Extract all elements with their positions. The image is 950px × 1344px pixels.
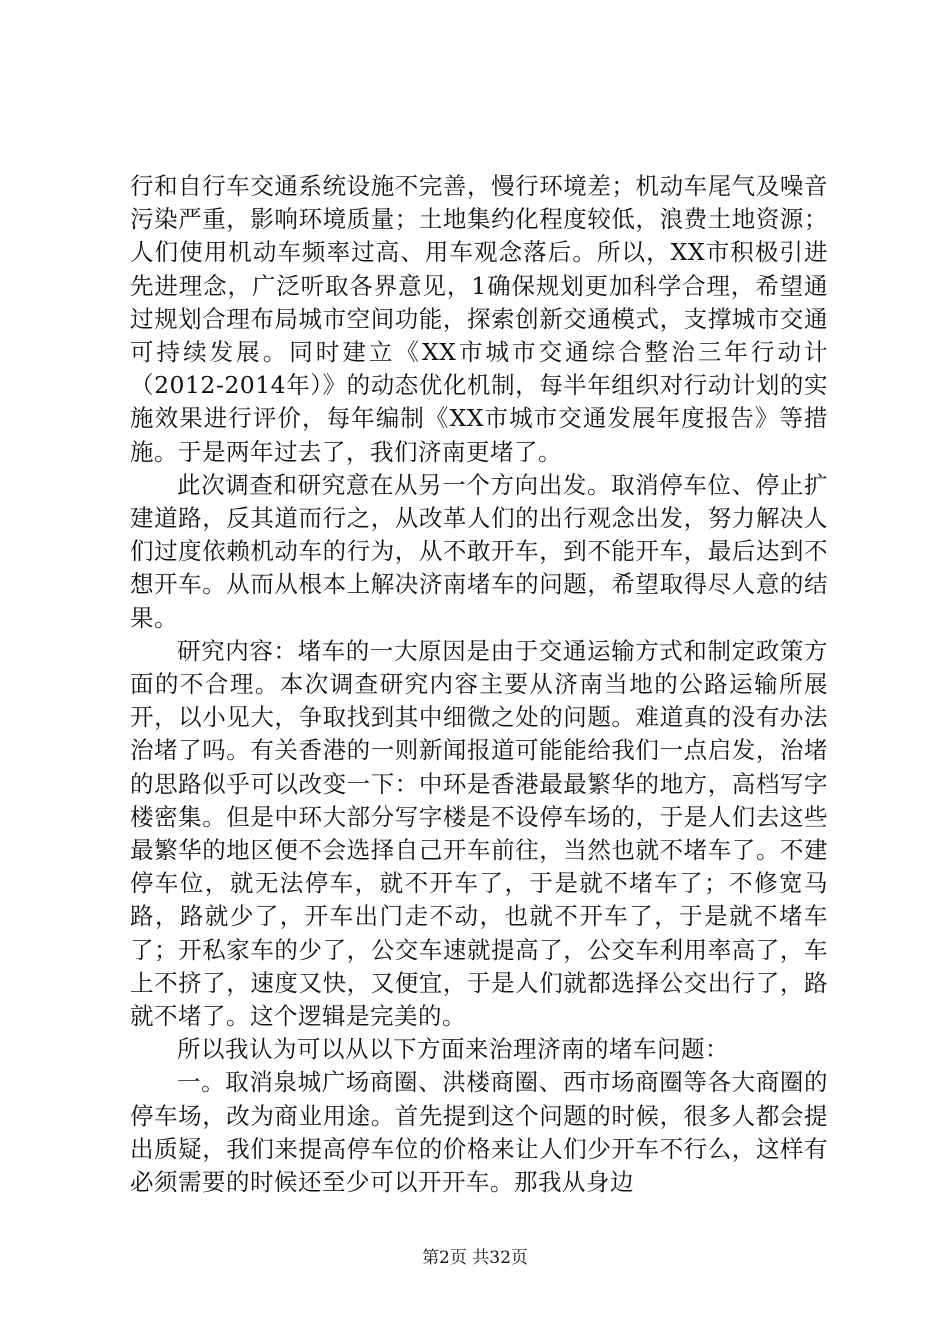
- page-footer: 第2页 共32页: [422, 1248, 528, 1268]
- paragraph-1: 行和自行车交通系统设施不完善，慢行环境差；机动车尾气及噪音污染严重，影响环境质量；土地集约化程度较低，浪费土地资源；人们使用机动车频率过高、用车观念落后。所以，XX市积极引进先进理念，广泛听取各界意见，1确保规划更加科学合理，希望通过规划合理布局城市空间功能，探索创新交通模式，支撑城市交通可持续发展。同时建立《XX市城市交通综合整治三年行动计（2012-2014年）》的动态优化机制，每半年组织对行动计划的实施效果进行评价，每年编制《XX市城市交通发展年度报告》等措施。于是两年过去了，我们济南更堵了。: [130, 172, 828, 466]
- paragraph-4: 所以我认为可以从以下方面来治理济南的堵车问题：: [177, 1035, 729, 1064]
- paragraph-3: 研究内容：堵车的一大原因是由于交通运输方式和制定政策方面的不合理。本次调查研究内容主要从济南当地的公路运输所展开，以小见大，争取找到其中细微之处的问题。难道真的没有办法治堵了吗。有关香港的一则新闻报道可能能给我们一点启发，治堵的思路似乎可以改变一下：中环是香港最最繁华的地方，高档写字楼密集。但是中环大部分写字楼是不设停车场的，于是人们去这些最繁华的地区便不会选择自己开车前往，当然也就不堵车了。不建停车位，就无法停车，就不开车了，于是就不堵车了；不修宽马路，路就少了，开车出门走不动，也就不开车了，于是就不堵车了；开私家车的少了，公交车速就提高了，公交车利用率高了，车上不挤了，速度又快，又便宜，于是人们就都选择公交出行了，路就不堵了。这个逻辑是完美的。: [130, 636, 828, 1031]
- paragraph-2: 此次调查和研究意在从另一个方向出发。取消停车位、停止扩建道路，反其道而行之，从改革人们的出行观念出发，努力解决人们过度依赖机动车的行为，从不敢开车，到不能开车，最后达到不想开车。从而从根本上解决济南堵车的问题，希望取得尽人意的结果。: [130, 470, 828, 632]
- paragraph-5: 一。取消泉城广场商圈、洪楼商圈、西市场商圈等各大商圈的停车场，改为商业用途。首先提到这个问题的时候，很多人都会提出质疑，我们来提高停车位的价格来让人们少开车不行么，这样有必须需要的时候还至少可以开开车。那我从身边: [130, 1068, 828, 1197]
- document-body: [130, 170, 828, 1199]
